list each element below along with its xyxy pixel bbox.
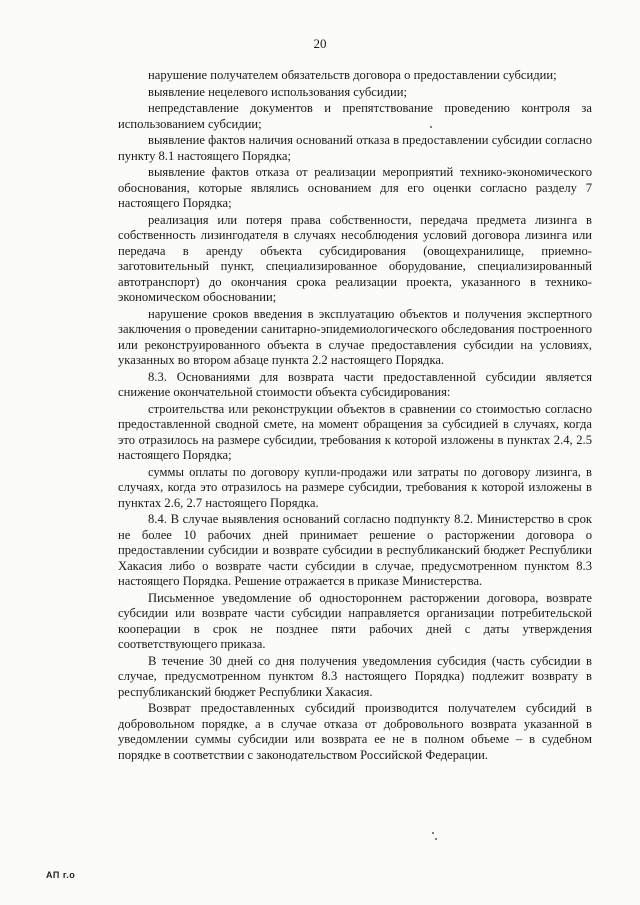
scan-speck [435, 838, 437, 840]
paragraph-obligation-breach: нарушение получателем обязательств договора о предоставлении субсидии; [148, 68, 557, 82]
paragraph-no-documents: непредставление документов и препятствование проведению контроля за использованием субсидии; [118, 101, 592, 131]
page-number: 20 [313, 36, 327, 51]
paragraph-feasibility-refusal: выявление фактов отказа от реализации мероприятий технико-экономического обоснования, которые являлись основанием для его оценки согласно разделу 7 настоящего Порядка; [118, 165, 592, 210]
paragraph-refund-procedure: Возврат предоставленных субсидий производится получателем субсидий в добровольном порядке, а в случае отказа от добровольного возврата указанной в уведомлении суммы субсидии или возврата ее не в полном объеме – в судебном порядке в соответствии с законодательством Российской Федерации. [118, 701, 592, 762]
scan-speck [430, 126, 432, 128]
scan-speck [432, 832, 434, 834]
paragraph-misuse: выявление нецелевого использования субсидии; [148, 84, 407, 99]
paragraph-ownership-loss: реализация или потеря права собственности, передача предмета лизинга в собственность лизингодателя в случаях несоблюдения условий договора лизинга или передача в аренду объекта субсидирования (овощехранилище, приемно-заготовительный пункт, специализированное оборудование, специализированный автотранспорт) до окончания срока реализации проекта, указанного в технико-экономическом обосновании; [118, 212, 592, 304]
paragraph-commissioning-delay: нарушение сроков введения в эксплуатацию объектов и получения экспертного заключения о проведении санитарно-эпидемиологического обследования построенного или реконструированного объекта в случае предоставления субсидии на условиях, указанных во втором абзаце пункта 2.2 настоящего Порядка. [118, 306, 592, 367]
paragraph-8-4: 8.4. В случае выявления оснований согласно подпункту 8.2. Министерство в срок не более 10 рабочих дней принимает решение о расторжении договора о предоставлении субсидии и возврате субсидии в республиканский бюджет Республики Хакасия либо о возврате части субсидии в случае, предусмотренном пунктом 8.3 настоящего Порядка. Решение отражается в приказе Министерства. [118, 512, 592, 588]
paragraph-purchase-cost: суммы оплаты по договору купли-продажи или затраты по договору лизинга, в случаях, когда это отразилось на размере субсидии, требования к которой изложены в пунктах 2.6, 2.7 настоящего Порядка. [118, 464, 592, 510]
document-body [118, 68, 592, 764]
paragraph-8-3: 8.3. Основаниями для возврата части предоставленной субсидии является снижение окончательной стоимости объекта субсидирования: [118, 369, 592, 399]
paragraph-30-days: В течение 30 дней со дня получения уведомления субсидия (часть субсидии в случае, предусмотренном пунктом 8.3 настоящего Порядка) подлежит возврату в республиканский бюджет Республики Хакасия. [118, 653, 592, 699]
paragraph-refusal-grounds: выявление фактов наличия оснований отказа в предоставлении субсидии согласно пункту 8.1 настоящего Порядка; [118, 133, 592, 163]
paragraph-notification: Письменное уведомление об одностороннем расторжении договора, возврате субсидии или возврате части субсидии направляется организации потребительской кооперации в срок не позднее пяти рабочих дней с даты утверждения соответствующего приказа. [118, 590, 592, 651]
footer-mark: АП г.о [46, 870, 76, 880]
paragraph-construction-cost: строительства или реконструкции объектов в сравнении со стоимостью согласно предоставленной сводной смете, на момент обращения за субсидией в случаях, когда это отразилось на размере субсидии, требования к которой изложены в пунктах 2.4, 2.5 настоящего Порядка; [118, 401, 592, 462]
